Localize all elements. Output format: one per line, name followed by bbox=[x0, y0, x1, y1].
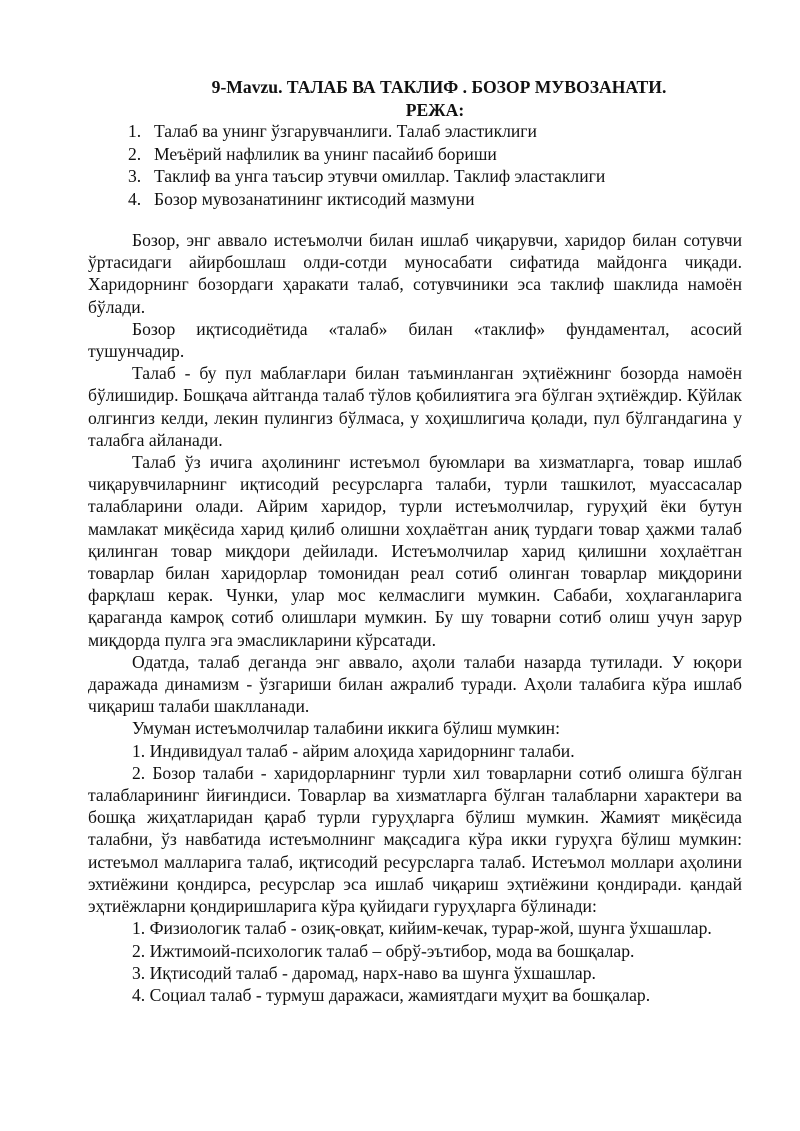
paragraph: Бозор иқтисодиётида «талаб» билан «таклиф» фундаментал, асосий тушунчадир. bbox=[88, 318, 742, 362]
list-item: 4. Социал талаб - турмуш даражаси, жамиятдаги муҳит ва бошқалар. bbox=[132, 984, 651, 1005]
list-item: 1. Физиологик талаб - озиқ-овқат, кийим-кечак, турар-жой, шунга ўхшашлар. bbox=[132, 918, 712, 939]
paragraph: Талаб - бу пул маблағлари билан таъминланган эҳтиёжнинг бозорда намоён бўлишидир. Бошқача айтганда талаб тўлов қобилиятига эга бўлган эҳтиёждир. Кўйлак олгингиз келди, лекин пулингиз бўлмаса, у хоҳишлигича қолади, пул бўлгандагина у талабга айланади. bbox=[88, 363, 742, 450]
page-subtitle: РЕЖА: bbox=[405, 100, 465, 120]
body-text bbox=[88, 229, 742, 1006]
plan-item-number: 4. bbox=[128, 188, 142, 209]
plan-item-number: 3. bbox=[128, 166, 142, 186]
plan-list bbox=[128, 120, 605, 210]
paragraph: Бозор, энг аввало истеъмолчи билан ишлаб чиқарувчи, харидор билан сотувчи ўртасидаги айирбошлаш олди-сотди муносабати сифатида майдонга чиқади. Харидорнинг бозордаги ҳаракати талаб, сотувчиники эса таклиф шаклида намоён бўлади. bbox=[88, 230, 742, 317]
plan-item-text: Талаб ва унинг ўзгарувчанлиги. Талаб эластиклиги bbox=[154, 121, 537, 141]
list-item: 2. Бозор талаби - харидорларнинг турли хил товарларни сотиб олишга бўлган талабларининг йиғиндиси. Товарлар ва хизматларга бўлган талабларни характери ва бошқа жиҳатларидан қараб турли гуруҳларга бўлиш мумкин. Жамият миқёсида талабни, ўз навбатида истеъмолнинг мақсадига кўра икки гуруҳга бўлиш мумкин: истеъмол малларига талаб, иқтисодий ресурсларга талаб. Истеъмол моллари аҳолини эхтиёжини қондирса, ресурслар эса ишлаб чиқариш эҳтиёжини қондиради. қандай эҳтиёжларни қондиришларига кўра қуйидаги гуруҳларга бўлинади: bbox=[88, 762, 742, 917]
paragraph: Одатда, талаб деганда энг аввало, аҳоли талаби назарда тутилади. У юқори даражада динамизм - ўзгариши билан ажралиб туради. Аҳоли талабига кўра ишлаб чиқариш талаби шаклланади. bbox=[88, 651, 742, 717]
plan-item bbox=[128, 165, 605, 188]
list-item: 2. Ижтимоий-психологик талаб – обрў-эътибор, мода ва бошқалар. bbox=[132, 940, 635, 961]
paragraph: Умуман истеъмолчилар талабини иккига бўлиш мумкин: bbox=[132, 718, 560, 739]
plan-item-number: 2. bbox=[128, 143, 142, 164]
plan-item-text: Бозор мувозанатининг иктисодий мазмуни bbox=[154, 188, 475, 209]
plan-item-text: Таклиф ва унга таъсир этувчи омиллар. Таклиф эластаклиги bbox=[154, 166, 606, 186]
plan-item-text: Меъёрий нафлилик ва унинг пасайиб бориши bbox=[154, 143, 497, 164]
plan-item-number: 1. bbox=[128, 121, 142, 141]
list-item: 3. Иқтисодий талаб - даромад, нарх-наво ва шунга ўхшашлар. bbox=[132, 962, 596, 983]
paragraph: Талаб ўз ичига аҳолининг истеъмол буюмлари ва хизматларга, товар ишлаб чиқарувчиларнинг иқтисодий ресурсларга талаби, турли ташкилот, муассасалар талабларини олади. Айрим харидор, турли истеъмолчилар, гуруҳий ёки бутун мамлакат миқёсида харид қилиб олишни хоҳлаётган аниқ турдаги товар ҳажми талаб қилинган товар миқдори дейилади. Истеъмолчилар харид қилишни хоҳлаётган товарлар билан харидорлар томонидан реал сотиб олинган товарлар миқдорини фарқлаш керак. Чунки, улар мос келмаслиги мумкин. Сабаби, хоҳлаганларига қараганда камроқ сотиб олишлари мумкин. Бу шу товарни сотиб олиш учун зарур миқдорда пулга эга эмасликларини кўрсатади. bbox=[88, 452, 742, 650]
list-item: 1. Индивидуал талаб - айрим алоҳида харидорнинг талаби. bbox=[132, 740, 575, 761]
page-title: 9-Mavzu. ТАЛАБ ВА ТАКЛИФ . БОЗОР МУВОЗАНАТИ. bbox=[211, 77, 667, 97]
plan-item bbox=[128, 188, 605, 211]
plan-item bbox=[128, 143, 605, 166]
plan-item bbox=[128, 120, 605, 143]
